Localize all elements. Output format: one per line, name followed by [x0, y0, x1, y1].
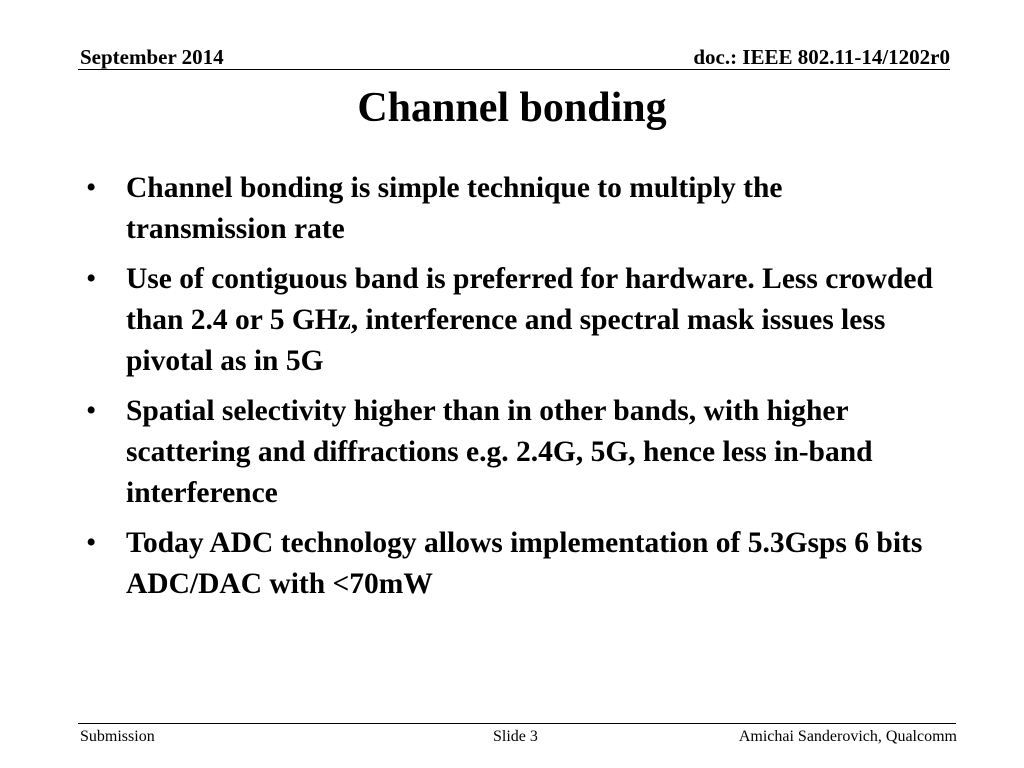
header-date: September 2014 [80, 45, 224, 69]
bullet-icon: • [86, 527, 97, 559]
bullet-icon: • [86, 172, 97, 204]
bullet-text: Use of contiguous band is preferred for hardware. Less crowded than 2.4 or 5 GHz, interference and spectral mask issues less pivotal as in 5G [126, 263, 933, 377]
bullet-text: Spatial selectivity higher than in other bands, with higher scattering and diffractions e.g. 2.4G, 5G, hence less in-band interference [126, 395, 873, 509]
header-divider [78, 69, 950, 70]
bullet-item [82, 391, 942, 514]
bullet-item [82, 259, 942, 382]
header-doc-id: doc.: IEEE 802.11-14/1202r0 [693, 45, 950, 69]
slide-title: Channel bonding [357, 85, 667, 131]
footer-author: Amichai Sanderovich, Qualcomm [738, 728, 957, 745]
footer-divider [78, 723, 956, 724]
footer-slide-number: Slide 3 [493, 728, 538, 745]
footer-submission: Submission [80, 728, 155, 745]
bullet-text: Channel bonding is simple technique to multiply the transmission rate [126, 172, 783, 245]
bullet-item [82, 168, 942, 250]
bullet-text: Today ADC technology allows implementation of 5.3Gsps 6 bits ADC/DAC with <70mW [126, 527, 923, 600]
bullet-list [82, 168, 942, 614]
bullet-item [82, 523, 942, 605]
bullet-icon: • [86, 263, 97, 295]
bullet-icon: • [86, 395, 97, 427]
